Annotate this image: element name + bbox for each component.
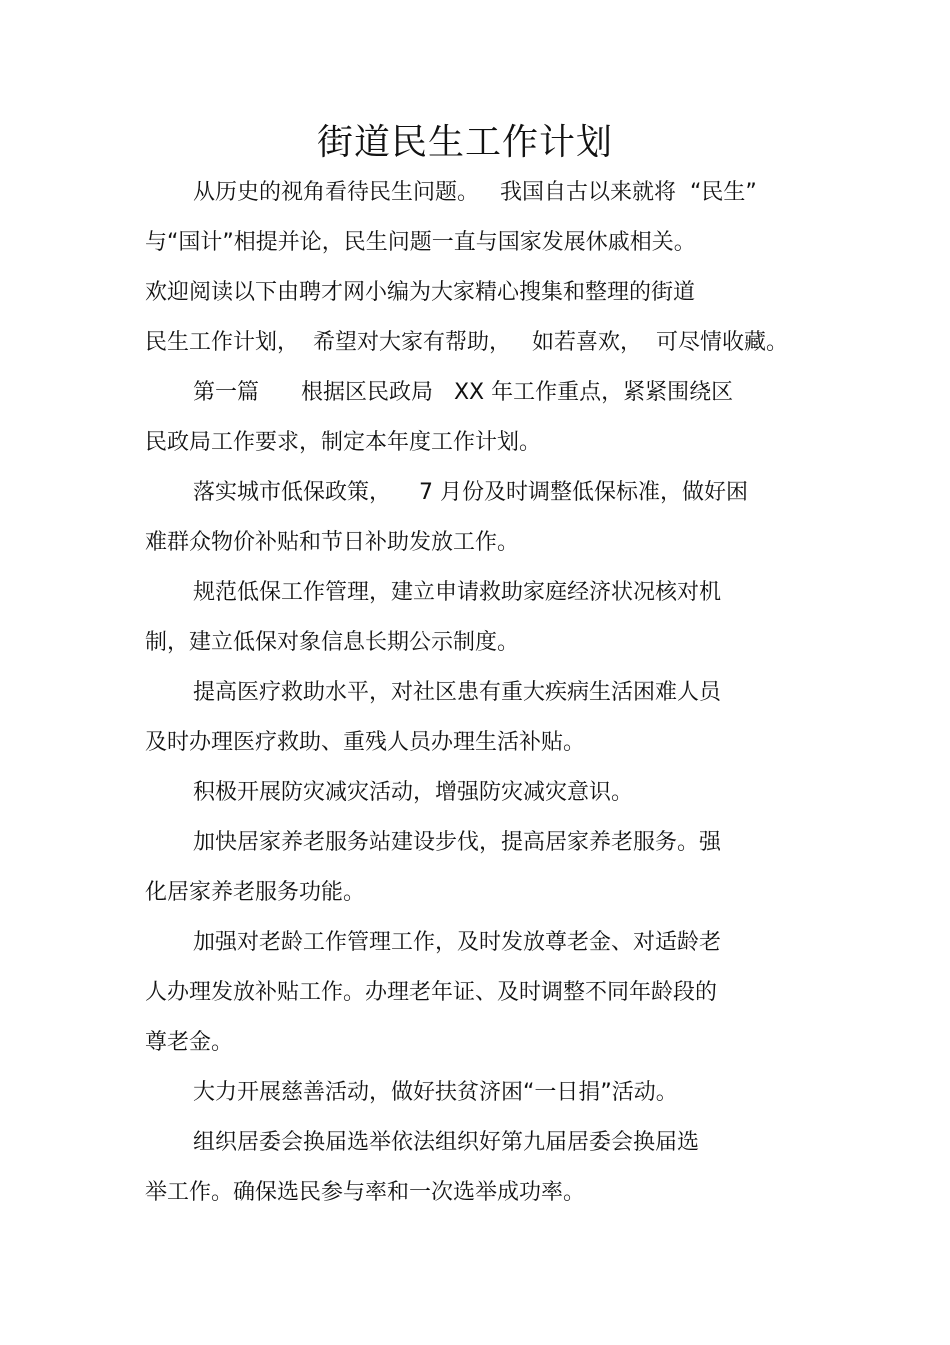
text-line: 与“国计”相提并论，民生问题一直与国家发展休戚相关。: [145, 230, 696, 255]
text-line: 加快居家养老服务站建设步伐，提高居家养老服务。强: [193, 830, 722, 855]
text-line: 难群众物价补贴和节日补助发放工作。: [145, 530, 520, 555]
text-line: 提高医疗救助水平，对社区患有重大疾病生活困难人员: [193, 680, 722, 705]
text-line: 从历史的视角看待民生问题。 我国自古以来就将 “民生”: [193, 180, 757, 205]
text-line: 加强对老龄工作管理工作，及时发放尊老金、对适龄老: [193, 930, 722, 955]
text-line: 举工作。确保选民参与率和一次选举成功率。: [145, 1180, 586, 1205]
text-line: 落实城市低保政策， 7 月份及时调整低保标准，做好困: [193, 480, 748, 505]
text-line: 规范低保工作管理，建立申请救助家庭经济状况核对机: [193, 580, 722, 605]
text-line: 及时办理医疗救助、重残人员办理生活补贴。: [145, 730, 586, 755]
text-line: 积极开展防灾减灾活动，增强防灾减灾意识。: [193, 780, 634, 805]
document-body: [145, 168, 835, 1218]
text-line: 第一篇 根据区民政局 XX 年工作重点，紧紧围绕区: [193, 380, 734, 405]
text-line: 民生工作计划， 希望对大家有帮助， 如若喜欢， 可尽情收藏。: [145, 330, 788, 355]
text-line: 人办理发放补贴工作。办理老年证、及时调整不同年龄段的: [145, 980, 718, 1005]
text-line: 制，建立低保对象信息长期公示制度。: [145, 630, 520, 655]
document-title: 街道民生工作计划: [316, 122, 613, 163]
text-line: 欢迎阅读以下由聘才网小编为大家精心搜集和整理的街道: [145, 280, 696, 305]
text-line: 尊老金。: [145, 1030, 234, 1055]
text-line: 组织居委会换届选举依法组织好第九届居委会换届选: [193, 1130, 700, 1155]
text-line: 民政局工作要求，制定本年度工作计划。: [145, 430, 542, 455]
text-line: 大力开展慈善活动，做好扶贫济困“一日捐”活动。: [193, 1080, 678, 1105]
text-line: 化居家养老服务功能。: [145, 880, 366, 905]
